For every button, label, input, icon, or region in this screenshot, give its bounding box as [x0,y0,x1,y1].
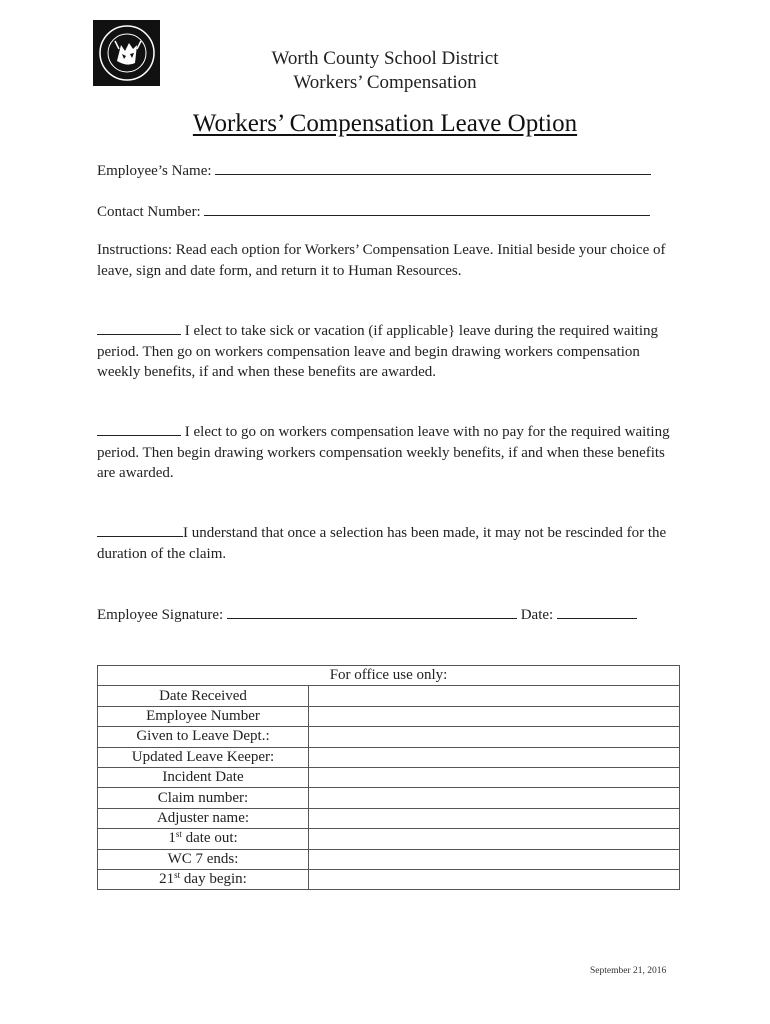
option-2-text: I elect to go on workers compensation leave with no pay for the required waiting period. Then begin drawing workers compensation weekly benefits, if and when these benefits are awarded. [97,424,670,481]
instructions-text: Instructions: Read each option for Workers’ Compensation Leave. Initial beside your choice of leave, sign and date form, and return it to Human Resources. [97,242,666,279]
option-1 [97,320,677,383]
option-3-initial-field[interactable] [97,522,183,537]
page-title: Workers’ Compensation Leave Option [192,110,578,137]
row-label-after: date out: [181,830,238,847]
option-3-text: I understand that once a selection has been made, it may not be rescinded for the duration of the claim. [97,525,667,562]
row-label: Employee Number [146,707,260,724]
table-row [98,686,680,706]
row-label: WC 7 ends: [167,850,239,867]
date-field[interactable] [557,604,637,619]
row-value-cell[interactable] [309,808,680,828]
contact-number-field[interactable] [204,201,650,216]
table-row [98,808,680,828]
row-label-after: day begin: [180,871,247,888]
row-value-cell[interactable] [309,767,680,787]
option-2 [97,421,677,484]
option-1-text: I elect to take sick or vacation (if applicable} leave during the required waiting period. Then go on workers compensation leave and begin drawing workers compensation weekly benefits, if and when these benefits are awarded. [97,323,659,380]
row-label: Given to Leave Dept.: [136,728,270,745]
contact-number-label: Contact Number: [97,204,201,220]
district-name: Worth County School District [271,48,499,69]
table-row [98,869,680,889]
row-label: Incident Date [162,769,244,786]
office-use-table [97,665,680,890]
table-row [98,849,680,869]
department-name: Workers’ Compensation [293,72,477,93]
row-label: Adjuster name: [156,809,250,826]
employee-name-field[interactable] [215,160,651,175]
row-label: Claim number: [157,789,249,806]
table-row [98,727,680,747]
contact-number-row [97,201,650,221]
row-value-cell[interactable] [309,747,680,767]
option-3 [97,522,677,564]
table-row [98,706,680,726]
row-label: 21 [159,871,175,888]
row-value-cell[interactable] [309,788,680,808]
employee-name-row [97,160,651,180]
row-value-cell[interactable] [309,727,680,747]
row-value-cell[interactable] [309,706,680,726]
row-label: 1 [168,830,176,847]
date-label: Date: [520,607,554,623]
table-row [98,788,680,808]
row-label: Date Received [159,687,247,704]
row-value-cell[interactable] [309,869,680,889]
signature-label: Employee Signature: [97,607,224,623]
row-label: Updated Leave Keeper: [131,748,275,765]
option-2-initial-field[interactable] [97,421,181,436]
table-row [98,829,680,849]
row-value-cell[interactable] [309,849,680,869]
row-label-sup: st [175,829,182,840]
option-1-initial-field[interactable] [97,320,181,335]
office-table-heading-row [98,666,680,686]
table-row [98,767,680,787]
footer-date: September 21, 2016 [590,966,667,976]
signature-field[interactable] [227,604,517,619]
office-table-heading: For office use only: [98,666,680,686]
row-value-cell[interactable] [309,829,680,849]
table-row [98,747,680,767]
employee-name-label: Employee’s Name: [97,163,212,179]
row-value-cell[interactable] [309,686,680,706]
signature-row [97,604,637,624]
row-label-sup: st [174,870,181,881]
